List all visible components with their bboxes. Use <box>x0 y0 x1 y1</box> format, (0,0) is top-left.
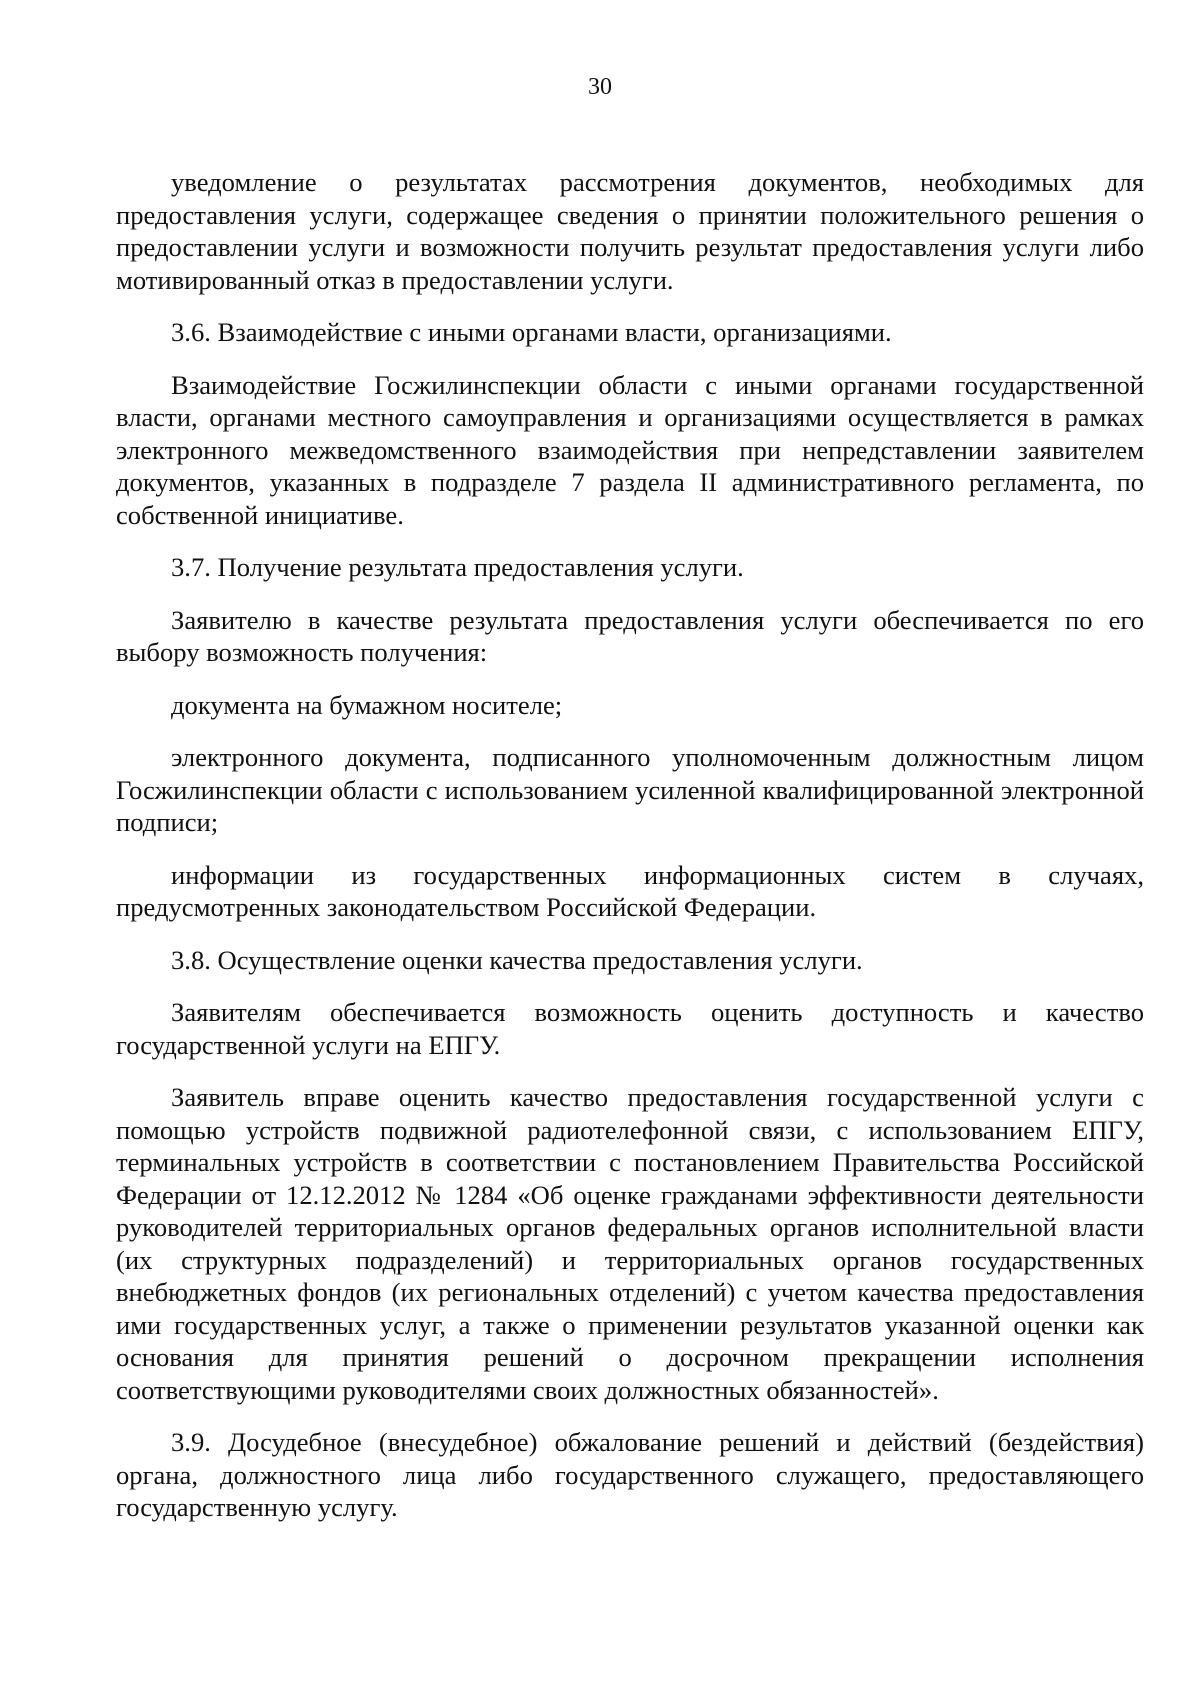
list-item-information-systems: информации из государственных информационных систем в случаях, предусмотренных законодательством Российской Федерации. <box>116 859 1144 922</box>
document-body <box>116 166 1144 1544</box>
section-heading-3-9: 3.9. Досудебное (внесудебное) обжалование решений и действий (бездействия) органа, должностного лица либо государственного служащего, предоставляющего государственную услугу. <box>116 1427 1144 1522</box>
paragraph-quality-rights: Заявитель вправе оценить качество предоставления государственной услуги с помощью устройств подвижной радиотелефонной связи, с использованием ЕПГУ, терминальных устройств в соответствии с постановлением Правительства Российской Федерации от 12.12.2012 № 1284 «Об оценке гражданами эффективности деятельности руководителей территориальных органов федеральных органов исполнительной власти (их структурных подразделений) и территориальных органов государственных внебюджетных фондов (их региональных отделений) с учетом качества предоставления ими государственных услуг, а также о применении результатов указанной оценки как основания для принятия решений о досрочном прекращении исполнения соответствующими руководителями своих должностных обязанностей». <box>116 1082 1144 1405</box>
paragraph-result-options: Заявителю в качестве результата предоставления услуги обеспечивается по его выбору возможность получения: <box>116 604 1144 667</box>
paragraph-interaction: Взаимодействие Госжилинспекции области с иными органами государственной власти, органами местного самоуправления и организациями осуществляется в рамках электронного межведомственного взаимодействия при непредставлении заявителем документов, указанных в подразделе 7 раздела II административного регламента, по собственной инициативе. <box>116 369 1144 530</box>
section-heading-3-7: 3.7. Получение результата предоставления услуги. <box>171 552 744 582</box>
paragraph-notification: уведомление о результатах рассмотрения документов, необходимых для предоставления услуги, содержащее сведения о принятии положительного решения о предоставлении услуги и возможности получить результат предоставления услуги либо мотивированный отказ в предоставлении услуги. <box>116 167 1144 295</box>
paragraph-quality-assessment: Заявителям обеспечивается возможность оценить доступность и качество государственной услуги на ЕПГУ. <box>116 997 1144 1060</box>
list-item-electronic-document: электронного документа, подписанного уполномоченным должностным лицом Госжилинспекции области с использованием усиленной квалифицированной электронной подписи; <box>116 742 1144 837</box>
page-number: 30 <box>588 74 612 100</box>
section-heading-3-6: 3.6. Взаимодействие с иными органами власти, организациями. <box>171 317 892 347</box>
list-item-paper-document: документа на бумажном носителе; <box>171 689 563 720</box>
section-heading-3-8: 3.8. Осуществление оценки качества предоставления услуги. <box>171 944 863 975</box>
